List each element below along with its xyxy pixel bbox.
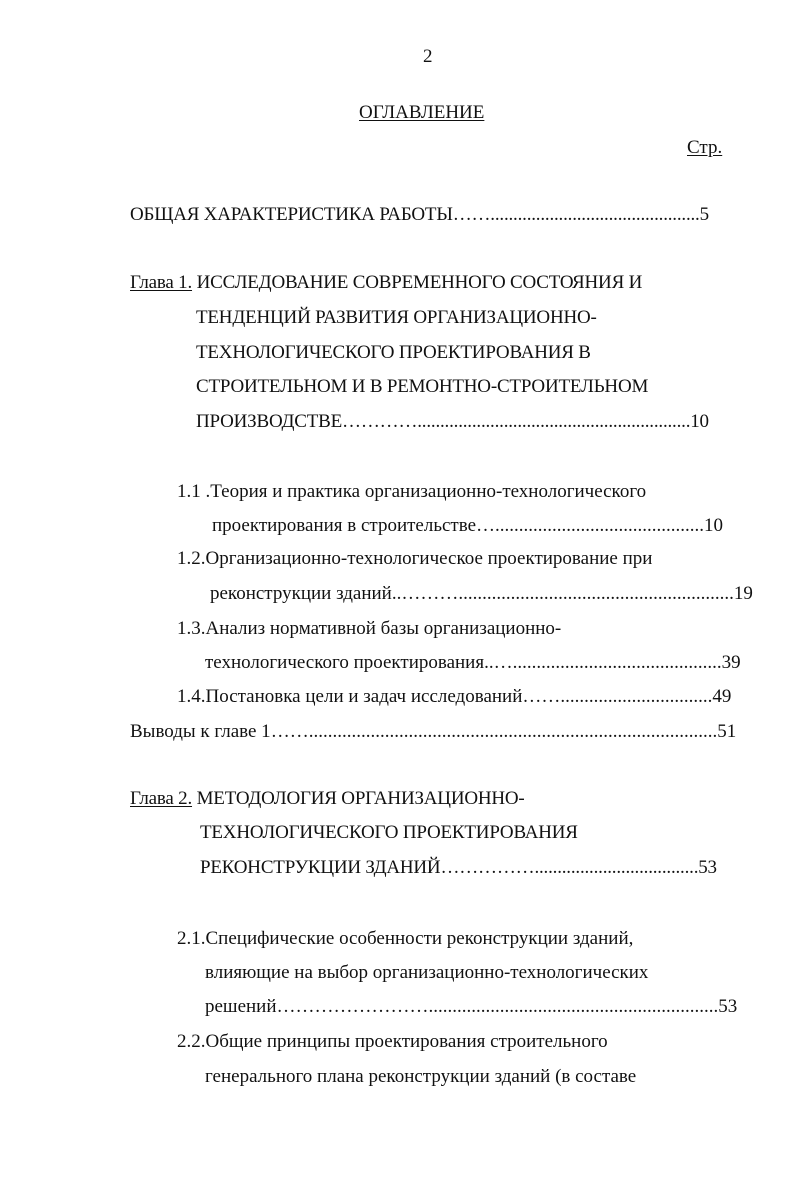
section-title-line: 1.1 .Теория и практика организационно-технологического (177, 481, 647, 502)
toc-page: 19 (733, 583, 753, 604)
toc-entry-text: ОБЩАЯ ХАРАКТЕРИСТИКА РАБОТЫ (130, 204, 453, 225)
chapter-1-title-line: Глава 1. ИССЛЕДОВАНИЕ СОВРЕМЕННОГО СОСТОЯНИЯ И (130, 272, 643, 293)
toc-page: 53 (698, 857, 717, 878)
chapter-1-title-line: ТЕХНОЛОГИЧЕСКОГО ПРОЕКТИРОВАНИЯ В (196, 342, 591, 363)
toc-page: 5 (699, 204, 709, 225)
toc-leader: ……................................ (522, 686, 713, 707)
toc-page: 39 (721, 652, 741, 673)
toc-leader: …………............................................................ (342, 411, 691, 432)
section-title-line: 2.1.Специфические особенности реконструкции зданий, (177, 928, 634, 949)
toc-page: 10 (690, 411, 709, 432)
chapter-2-title-line: ТЕХНОЛОГИЧЕСКОГО ПРОЕКТИРОВАНИЯ (200, 822, 578, 843)
section-title-line: 1.3.Анализ нормативной базы организационно- (177, 618, 562, 639)
chapter-2-label: Глава 2. (130, 788, 193, 809)
toc-leader: ..…............................................ (484, 652, 722, 673)
chapter-1-title-line: ТЕНДЕНЦИЙ РАЗВИТИЯ ОРГАНИЗАЦИОННО- (196, 307, 597, 328)
section-title-line: влияющие на выбор организационно-технологических (205, 962, 649, 983)
toc-heading: ОГЛАВЛЕНИЕ (359, 102, 485, 123)
section-title-line: технологического проектирования..…............................................39 (205, 652, 741, 673)
toc-entry-general (130, 204, 709, 227)
toc-page: 51 (717, 721, 737, 742)
section-title-line: реконструкции зданий..………..........................................................19 (210, 583, 753, 604)
chapter-1-title-line: ПРОИЗВОДСТВЕ…………............................................................10 (196, 411, 709, 432)
chapter-2-title-line: РЕКОНСТРУКЦИИ ЗДАНИЙ……………....................................53 (200, 857, 717, 878)
toc-page: 10 (704, 515, 724, 536)
chapter-1-label: Глава 1. (130, 272, 193, 293)
section-title-line: генерального плана реконструкции зданий (в составе (205, 1066, 637, 1087)
page-column-label: Стр. (687, 137, 723, 158)
page-number: 2 (423, 46, 433, 67)
toc-conclusions-1: Выводы к главе 1……......................................................................................51 (130, 721, 737, 742)
toc-page: 49 (712, 686, 732, 707)
section-title-line: проектирования в строительстве…............................................10 (212, 515, 724, 536)
section-title-line: решений…………………….............................................................53 (205, 996, 738, 1017)
toc-section-1-4: 1.4.Постановка цели и задач исследований……................................49 (177, 686, 732, 707)
toc-leader: …............................................ (476, 515, 705, 536)
toc-leader: …….............................................. (452, 204, 700, 225)
chapter-1-title-line: СТРОИТЕЛЬНОМ И В РЕМОНТНО-СТРОИТЕЛЬНОМ (196, 376, 649, 397)
chapter-2-title-line: Глава 2. МЕТОДОЛОГИЯ ОРГАНИЗАЦИОННО- (130, 788, 525, 809)
toc-leader: ..……….......................................................... (391, 583, 734, 604)
section-title-line: 1.2.Организационно-технологическое проектирование при (177, 548, 653, 569)
toc-leader: …………….................................... (440, 857, 699, 878)
section-title-line: 2.2.Общие принципы проектирования строительного (177, 1031, 608, 1052)
toc-page: 53 (718, 996, 738, 1017)
toc-leader: ……...................................................................................... (270, 721, 718, 742)
toc-leader: ……………………............................................................. (276, 996, 719, 1017)
